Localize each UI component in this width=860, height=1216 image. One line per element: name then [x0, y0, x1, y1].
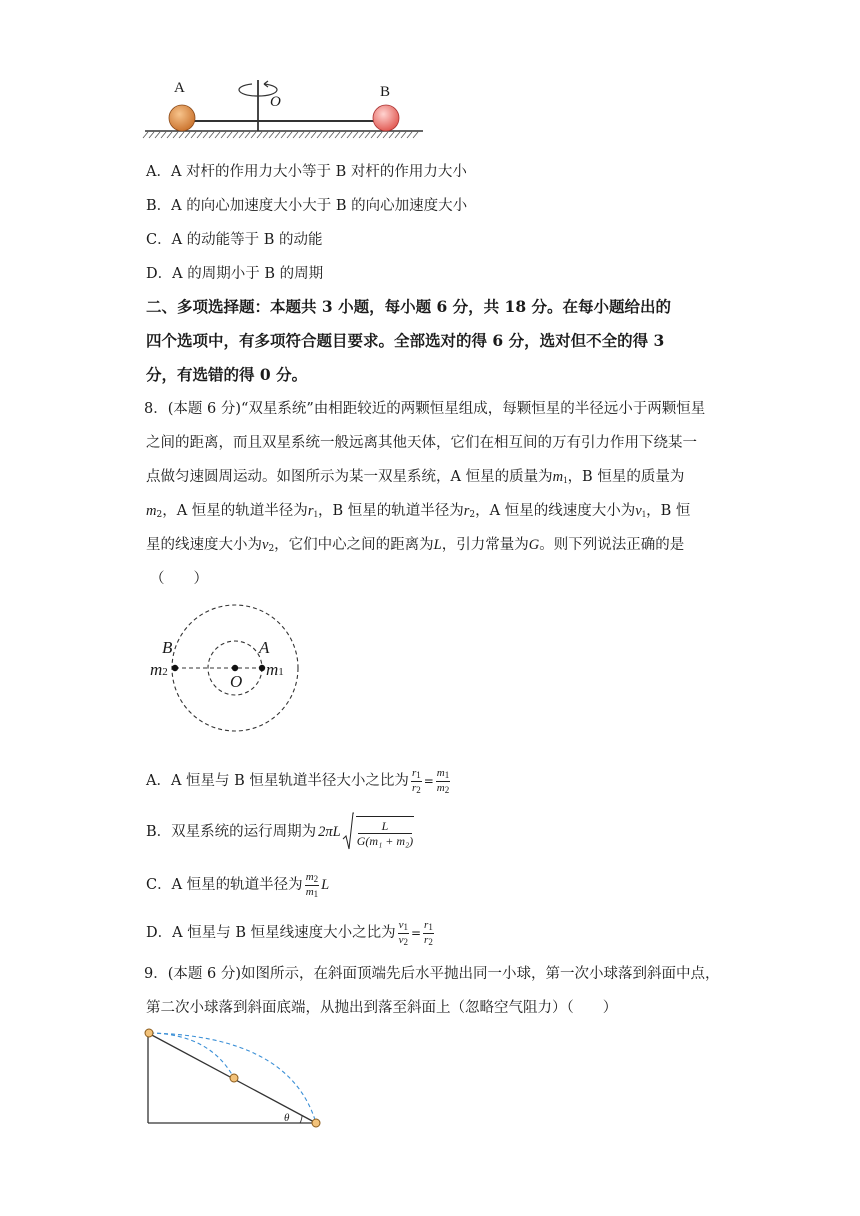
q8-line4: $m_2$，A 恒星的轨道半径为$r_1$，B 恒星的轨道半径为$r_2$，A 恒星的线速度大小为$v_1$，B 恒: [146, 503, 691, 520]
label-b: B: [380, 84, 391, 100]
q7-option-c: C．A 的动能等于 B 的动能: [146, 232, 323, 248]
fig-label-m2: m2: [150, 660, 168, 679]
q7-option-d: D．A 的周期小于 B 的周期: [146, 266, 324, 282]
q8-option-d: D．A 恒星与 B 恒星线速度大小之比为 $\frac{v_1}{v_2}$ = $\frac{r_1}{r_2}$: [146, 918, 433, 947]
label-a: A: [174, 80, 185, 96]
sqrt-sign: [342, 811, 354, 853]
section2-line3: 分，有选错的得 0 分。: [146, 365, 308, 384]
incline-projectile-figure: [140, 1024, 330, 1132]
ball-a: [169, 105, 195, 131]
fig-label-a: A: [259, 638, 270, 657]
q8-answer-blank: （ ）: [150, 571, 208, 587]
q8-line1: 8．(本题 6 分)“双星系统”由相距较近的两颗恒星组成，每颗恒星的半径远小于两颗恒星: [144, 401, 706, 417]
q8-option-a: A．A 恒星与 B 恒星轨道半径大小之比为 $\frac{r_1}{r_2}$ = $\frac{m_1}{m_2}$: [146, 766, 450, 795]
section2-line2: 四个选项中，有多项符合题目要求。全部选对的得 6 分，选对但不全的得 3: [146, 331, 665, 350]
ball-midpoint: [230, 1074, 238, 1082]
q9-line2: 第二次小球落到斜面底端，从抛出到落至斜面上（忽略空气阻力）（ ）: [146, 1000, 618, 1016]
star-b-dot: [172, 665, 178, 671]
theta-label: θ: [284, 1112, 290, 1124]
label-o: O: [270, 94, 281, 110]
q7-option-b: B．A 的向心加速度大小大于 B 的向心加速度大小: [146, 198, 468, 214]
q8-option-b: B．双星系统的运行周期为 2πL $\frac{L}{\text{G(m₁ + m₂)}}$: [146, 810, 416, 854]
q8-line2: 之间的距离，而且双星系统一般远离其他天体，它们在相互间的万有引力作用下绕某一: [146, 435, 697, 451]
star-a-dot: [259, 665, 265, 671]
fig-label-m1: m1: [266, 660, 284, 679]
section2-line1: 二、多项选择题：本题共 3 小题，每小题 6 分，共 18 分。在每小题给出的: [146, 297, 672, 316]
q8-option-c: C．A 恒星的轨道半径为 $\frac{m_2}{m_1}$ L: [146, 870, 330, 899]
ball-b: [373, 105, 399, 131]
q9-line1: 9．(本题 6 分)如图所示，在斜面顶端先后水平抛出同一小球，第一次小球落到斜面中点，: [144, 966, 720, 982]
q7-option-a: A．A 对杆的作用力大小等于 B 对杆的作用力大小: [146, 164, 467, 180]
q8-line3: 点做匀速圆周运动。如图所示为某一双星系统，A 恒星的质量为$m_1$，B 恒星的质量为: [146, 469, 685, 485]
ball-start: [145, 1029, 153, 1037]
fig-label-b: B: [162, 638, 173, 657]
ball-bottom: [312, 1119, 320, 1127]
fig-label-o: O: [230, 672, 243, 691]
center-o-dot: [232, 665, 238, 671]
q8-line5: 星的线速度大小为$v_2$，它们中心之间的距离为L，引力常量为G。则下列说法正确的是: [146, 537, 685, 554]
